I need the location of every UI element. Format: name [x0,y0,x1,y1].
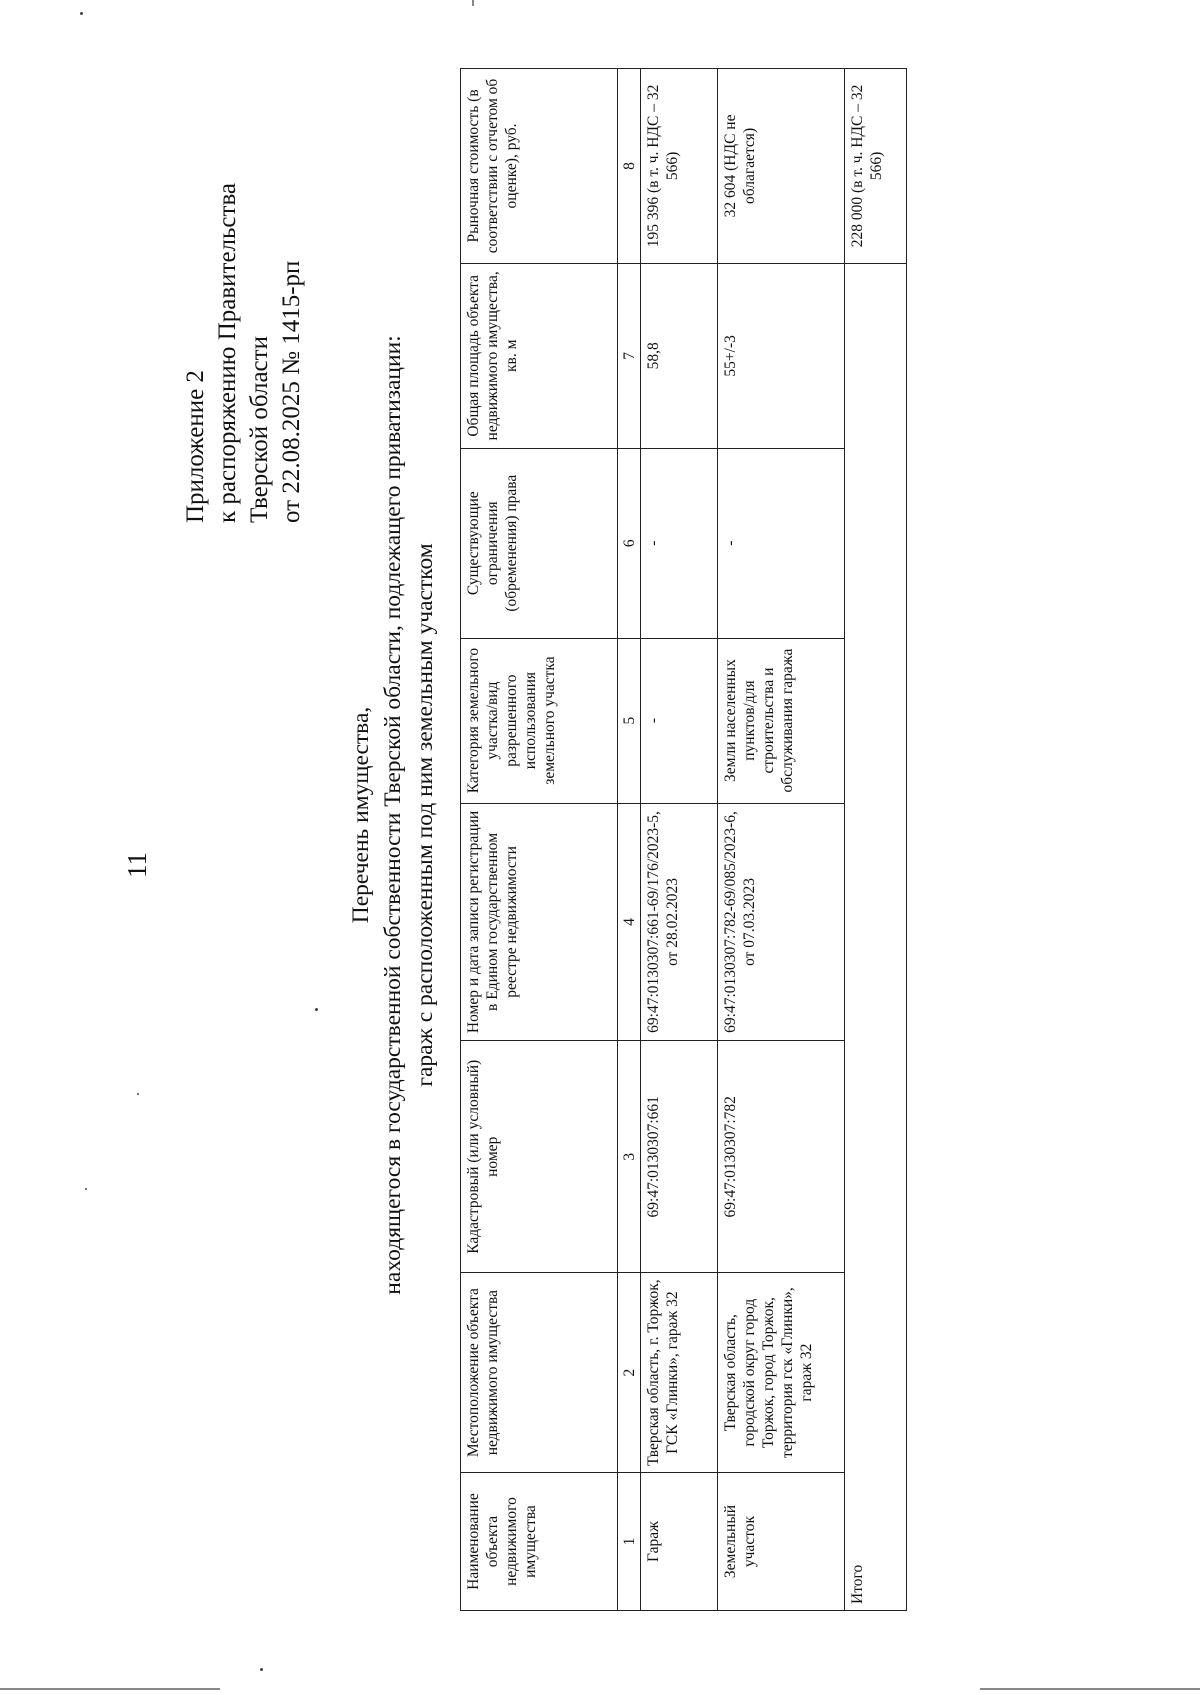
column-number: 1 [618,1473,641,1611]
property-table [460,68,907,1611]
appendix-line: Приложение 2 [182,370,209,523]
header-cell: Номер и дата записи регистрации в Едином государственном реестре недвижимости [461,803,618,1041]
appendix-block [180,183,308,523]
cell-location: Тверская область, г. Торжок, ГСК «Глинки», гараж 32 [641,1273,718,1473]
column-number: 4 [618,803,641,1041]
cell-name: Земельный участок [718,1473,845,1611]
total-label: Итого [845,263,907,1610]
title-line: гараж с расположенным под ним земельным участком [412,543,438,1087]
title-line: Перечень имущества, [348,706,374,924]
title-line: находящегося в государственной собственности Тверской области, подлежащего приватизации: [380,335,406,1295]
cell-restrictions: - [641,448,718,638]
cell-name: Гараж [641,1473,718,1611]
table-header-row [461,69,618,1611]
cell-area: 58,8 [641,263,718,448]
cell-category: Земли населенных пунктов/для строительства и обслуживания гаража [718,638,845,803]
appendix-line: к распоряжению Правительства [214,182,241,523]
column-number: 3 [618,1041,641,1273]
cell-value: 195 396 (в т. ч. НДС – 32 566) [641,69,718,264]
header-cell: Местоположение объекта недвижимого имущества [461,1273,618,1473]
total-row [845,69,907,1611]
column-number-row [618,69,641,1611]
cell-cadastral: 69:47:0130307:661 [641,1041,718,1273]
header-cell: Наименование объекта недвижимого имущества [461,1473,618,1611]
cell-area: 55+/-3 [718,263,845,448]
header-cell: Кадастровый (или условный) номер [461,1041,618,1273]
cell-cadastral: 69:47:0130307:782 [718,1041,845,1273]
column-number: 5 [618,638,641,803]
column-number: 8 [618,69,641,264]
appendix-line: Тверской области [246,336,273,523]
cell-value: 32 604 (НДС не облагается) [718,69,845,264]
appendix-line: от 22.08.2025 № 1415-рп [278,260,305,523]
cell-restrictions: - [718,448,845,638]
total-value: 228 000 (в т. ч. НДС – 32 566) [845,69,907,264]
header-cell: Категория земельного участка/вид разрешенного использования земельного участка [461,638,618,803]
table-row [641,69,718,1611]
column-number: 7 [618,263,641,448]
column-number: 6 [618,448,641,638]
header-cell: Общая площадь объекта недвижимого имущества, кв. м [461,263,618,448]
table-row [718,69,845,1611]
cell-registration: 69:47:0130307:661-69/176/2023-5, от 28.02.2023 [641,803,718,1041]
header-cell: Рыночная стоимость (в соответствии с отчетом об оценке), руб. [461,69,618,264]
header-cell: Существующие ограничения (обременения) права [461,448,618,638]
document-title [345,175,441,1455]
cell-registration: 69:47:0130307:782-69/085/2023-6, от 07.03.2023 [718,803,845,1041]
cell-category: - [641,638,718,803]
cell-location: Тверская область, городской округ город Торжок, город Торжок, территория гск «Глинки», гараж 32 [718,1273,845,1473]
page-number: 11 [122,852,152,878]
column-number: 2 [618,1273,641,1473]
